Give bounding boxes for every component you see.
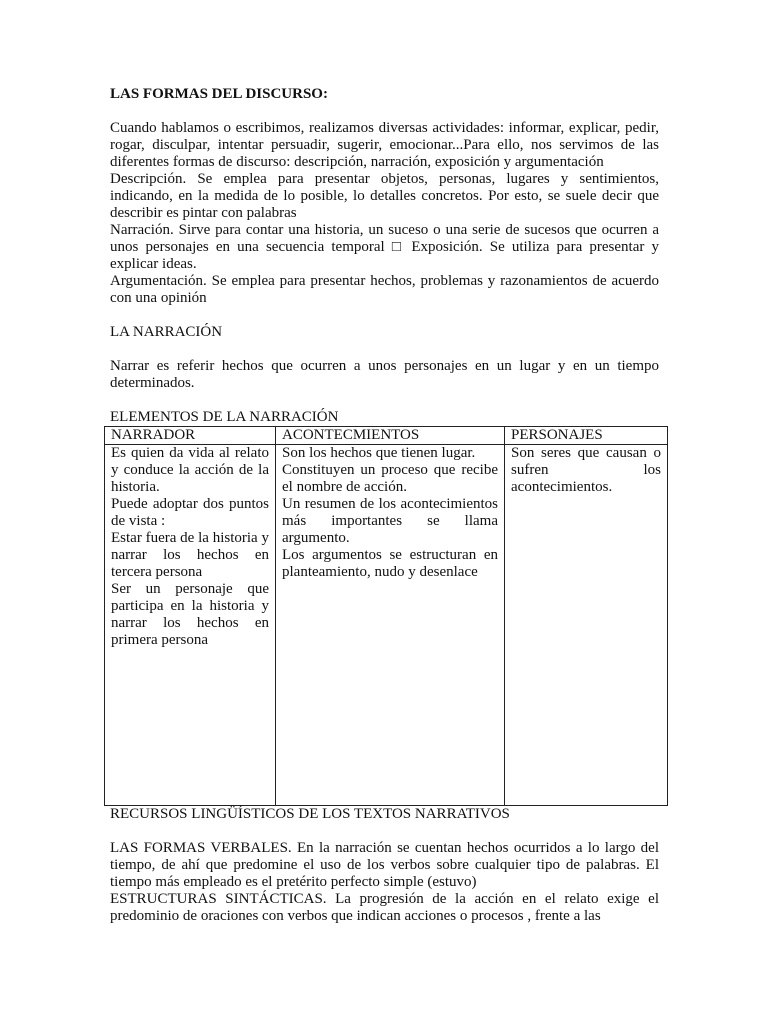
narrador-line: Puede adoptar dos puntos de vista :	[111, 496, 269, 529]
elementos-table	[104, 426, 668, 806]
narracion-heading: LA NARRACIÓN	[110, 324, 223, 340]
narracion-definition: Narrar es referir hechos que ocurren a unos personajes en un lugar y en un tiempo determinados.	[110, 358, 659, 391]
intro-paragraph-argumentacion: Argumentación. Se emplea para presentar hechos, problemas y razonamientos de acuerdo con una opinión	[110, 273, 659, 306]
intro-paragraph-descripcion: Descripción. Se emplea para presentar objetos, personas, lugares y sentimientos, indicando, en la medida de lo posible, lo detalles concretos. Por esto, se suele decir que describir es pintar con palabras	[110, 171, 659, 221]
spacer	[110, 341, 659, 358]
acontecimientos-line: Son los hechos que tienen lugar.	[282, 445, 476, 461]
narrador-line: Estar fuera de la historia y narrar los hechos en tercera persona	[111, 530, 269, 580]
narrador-line: Es quien da vida al relato y conduce la acción de la historia.	[111, 445, 269, 495]
narrador-line: Ser un personaje que participa en la historia y narrar los hechos en primera persona	[111, 581, 269, 648]
acontecimientos-line: Un resumen de los acontecimientos más importantes se llama argumento.	[282, 496, 498, 546]
acontecimientos-line: Constituyen un proceso que recibe el nombre de acción.	[282, 462, 498, 495]
cell-narrador	[105, 445, 276, 806]
header-acontecimientos: ACONTECMIENTOS	[276, 427, 505, 445]
header-personajes: PERSONAJES	[505, 427, 668, 445]
cell-personajes	[505, 445, 668, 806]
acontecimientos-line: Los argumentos se estructuran en planteamiento, nudo y desenlace	[282, 547, 498, 580]
recursos-heading: RECURSOS LINGÜÍSTICOS DE LOS TEXTOS NARRATIVOS	[110, 806, 510, 822]
intro-paragraph-narracion: Narración. Sirve para contar una historia, un suceso o una serie de sucesos que ocurren a unos personajes en una secuencia temporal □ Exposición. Se utiliza para presentar y explicar ideas.	[110, 222, 659, 272]
table-row	[105, 445, 668, 806]
personajes-line: Son seres que causan o sufren los acontecimientos.	[511, 445, 661, 495]
spacer	[110, 307, 659, 324]
recursos-formas-verbales: LAS FORMAS VERBALES. En la narración se cuentan hechos ocurridos a lo largo del tiempo, de ahí que predomine el uso de los verbos sobre cualquier tipo de palabras. El tiempo más empleado es el pretérito perfecto simple (estuvo)	[110, 840, 659, 890]
table-header-row	[105, 427, 668, 445]
spacer	[110, 392, 659, 409]
recursos-estructuras-sintacticas: ESTRUCTURAS SINTÁCTICAS. La progresión de la acción en el relato exige el predominio de oraciones con verbos que indican acciones o procesos , frente a las	[110, 891, 659, 924]
document-content	[110, 86, 659, 925]
spacer	[110, 823, 659, 840]
intro-paragraph-forms: Cuando hablamos o escribimos, realizamos diversas actividades: informar, explicar, pedir, rogar, disculpar, intentar persuadir, sugerir, emocionar...Para ello, nos servimos de las diferentes formas de discurso: descripción, narración, exposición y argumentación	[110, 120, 659, 170]
document-title: LAS FORMAS DEL DISCURSO:	[110, 86, 328, 102]
cell-acontecimientos	[276, 445, 505, 806]
elementos-heading: ELEMENTOS DE LA NARRACIÓN	[110, 409, 339, 425]
header-narrador: NARRADOR	[105, 427, 276, 445]
